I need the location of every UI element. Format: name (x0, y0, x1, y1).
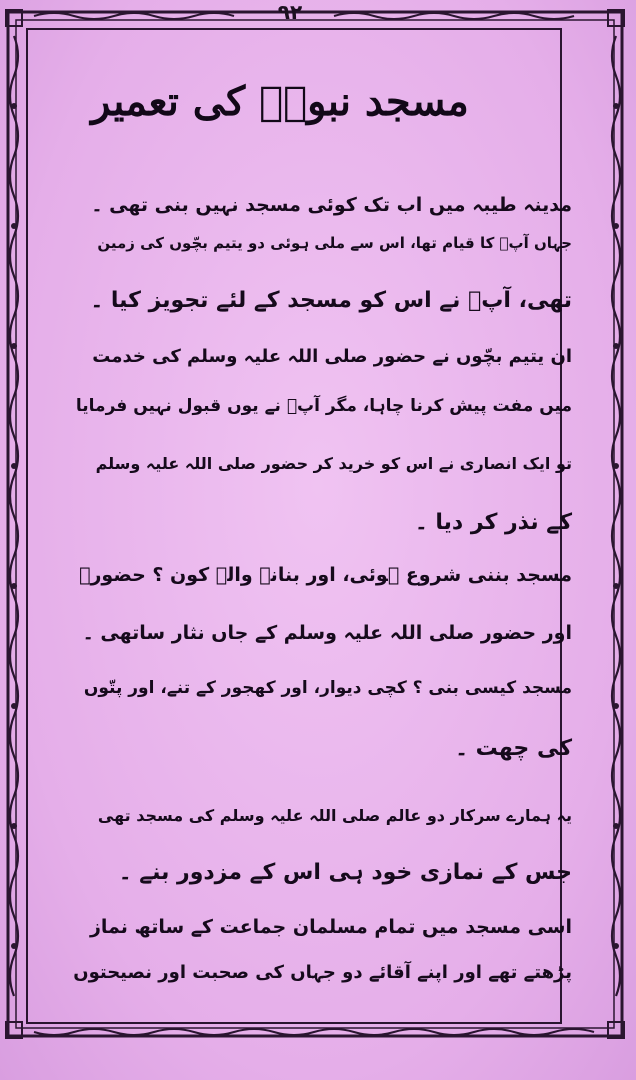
page-number: ۹۲ (277, 0, 303, 24)
text-line: میں مفت پیش کرنا چاہا، مگر آپؐ نے یوں قبول نہیں فرمایا (75, 396, 572, 416)
text-line: مسجد کیسی بنی ؟ کچی دیوار، اور کھجور کے تنے، اور پتّوں (83, 678, 572, 698)
text-line: مدینہ طیبہ میں اب تک کوئی مسجد نہیں بنی تھی ۔ (91, 194, 572, 216)
text-line: کے نذر کر دیا ۔ (414, 510, 572, 535)
text-line: تو ایک انصاری نے اس کو خرید کر حضور صلی اللہ علیہ وسلم (95, 454, 572, 473)
text-line: یہ ہمارے سرکار دو عالم صلی اللہ علیہ وسلم کی مسجد تھی (97, 806, 572, 825)
text-line: تھی، آپؐ نے اس کو مسجد کے لئے تجویز کیا ۔ (90, 288, 572, 313)
text-line: ان یتیم بچّوں نے حضور صلی اللہ علیہ وسلم کی خدمت (92, 346, 572, 367)
page-title: مسجد نبویؐ کی تعمیر (91, 78, 469, 125)
text-line: جہاں آپؐ کا قیام تھا، اس سے ملی ہوئی دو یتیم بچّوں کی زمین (97, 234, 572, 252)
text-line: جس کے نمازی خود ہی اس کے مزدور بنے ۔ (118, 860, 572, 885)
text-line: مسجد بننی شروع ہوئی، اور بنانے والے کون ؟ حضورؐ (79, 564, 572, 586)
text-line: کی چھت ۔ (455, 736, 572, 761)
text-line: اسی مسجد میں تمام مسلمان جماعت کے ساتھ نماز (89, 916, 572, 938)
text-line: اور حضور صلی اللہ علیہ وسلم کے جاں نثار ساتھی ۔ (82, 622, 572, 644)
text-line: پڑھتے تھے اور اپنے آقائے دو جہاں کی صحبت اور نصیحتوں (73, 962, 572, 983)
